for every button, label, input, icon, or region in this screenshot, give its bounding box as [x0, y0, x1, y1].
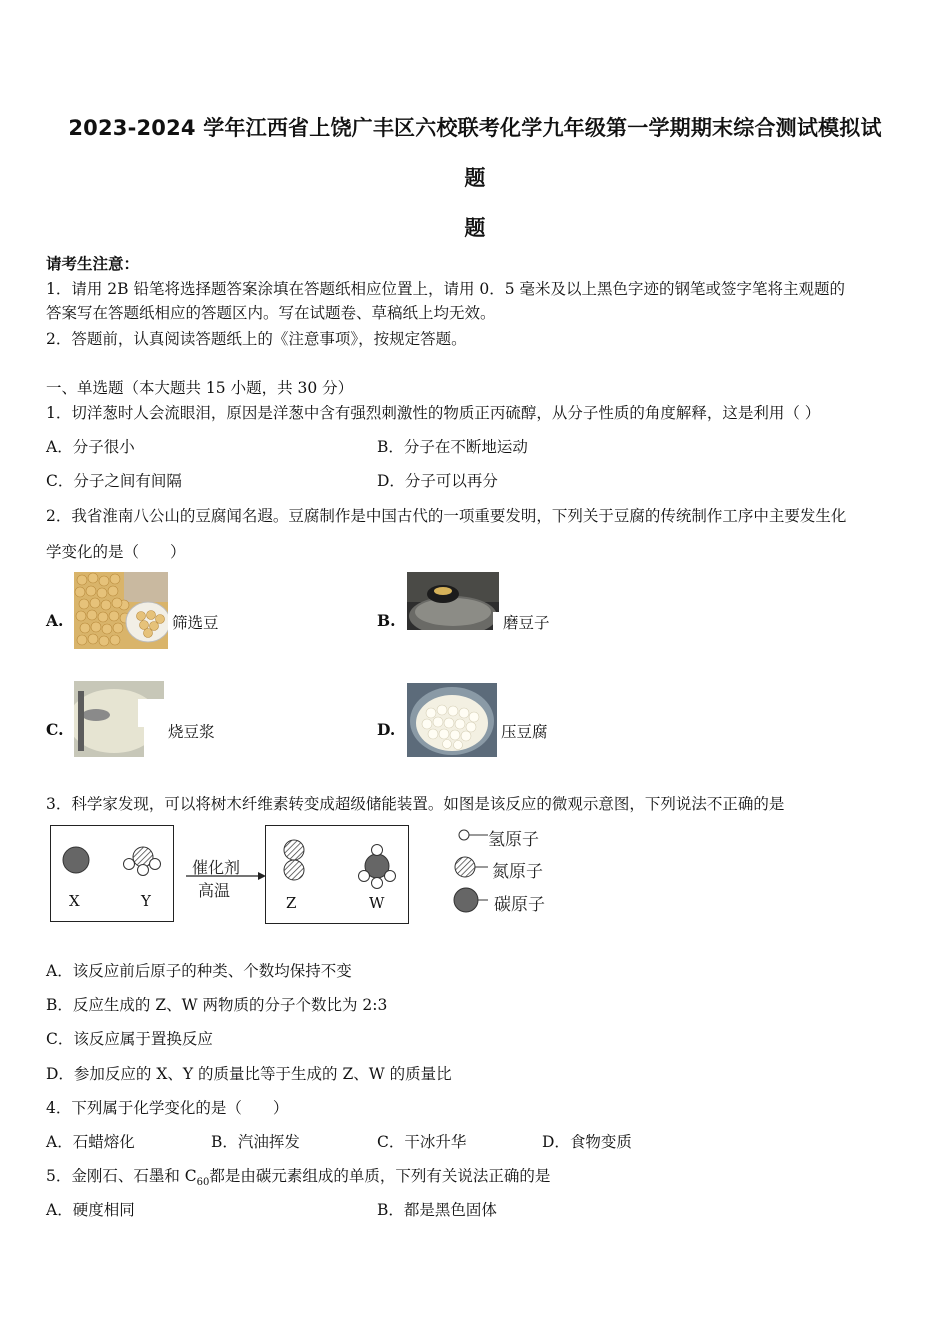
reactants-box: [50, 825, 174, 922]
notice-item1-line1: 1．请用 2B 铅笔将选择题答案涂填在答题纸相应位置上，请用 0．5 毫米及以上黑色字迹的钢笔或签字笔将主观题的: [46, 280, 846, 298]
molecule-y-label: Y: [141, 892, 151, 910]
molecule-x-label: X: [69, 892, 80, 910]
soybeans-image: [74, 572, 168, 649]
notice-heading: 请考生注意：: [46, 254, 140, 273]
q5-stem-pre: 5．金刚石、石墨和 C: [46, 1167, 197, 1185]
atom-legend-icons: [452, 822, 492, 916]
q2-option-c-label[interactable]: C.: [46, 720, 64, 739]
tofu-image: [407, 683, 497, 757]
q2-stem-line1: 2．我省淮南八公山的豆腐闻名遐。豆腐制作是中国古代的一项重要发明，下列关于豆腐的传统制作工序中主要发生化: [46, 507, 847, 525]
legend-carbon: 碳原子: [494, 895, 545, 915]
q1-option-d[interactable]: D．分子可以再分: [377, 472, 498, 490]
soymilk-image: [74, 681, 164, 757]
exam-title-line1: 2023-2024 学年江西省上饶广丰区六校联考化学九年级第一学期期末综合测试模拟试: [68, 116, 882, 140]
q2-option-c-text: 烧豆浆: [168, 723, 215, 741]
q2-stem-line2: 学变化的是（ ）: [46, 543, 186, 561]
q2-option-b-text: 磨豆子: [503, 614, 550, 632]
q5-option-a[interactable]: A．硬度相同: [46, 1201, 135, 1219]
q1-option-a[interactable]: A．分子很小: [46, 438, 135, 456]
q3-option-d[interactable]: D．参加反应的 X、Y 的质量比等于生成的 Z、W 的质量比: [46, 1065, 452, 1083]
q4-option-c[interactable]: C．干冰升华: [377, 1133, 467, 1151]
grinding-image: [407, 572, 499, 644]
q2-option-a-label[interactable]: A.: [46, 611, 64, 630]
q3-option-b[interactable]: B．反应生成的 Z、W 两物质的分子个数比为 2:3: [46, 996, 388, 1014]
q5-stem-post: 都是由碳元素组成的单质，下列有关说法正确的是: [209, 1167, 551, 1185]
q4-option-b[interactable]: B．汽油挥发: [211, 1133, 300, 1151]
q5-option-b[interactable]: B．都是黑色固体: [377, 1201, 497, 1219]
notice-item1-line2: 答案写在答题纸相应的答题区内。写在试题卷、草稿纸上均无效。: [46, 304, 496, 322]
exam-title-line2: 题: [464, 166, 486, 190]
products-box: [265, 825, 409, 924]
molecule-w-label: W: [369, 894, 385, 912]
legend-nitrogen: 氮原子: [492, 862, 543, 882]
q2-option-d-label[interactable]: D.: [377, 720, 396, 739]
q2-option-d-text: 压豆腐: [501, 723, 548, 741]
q3-option-a[interactable]: A．该反应前后原子的种类、个数均保持不变: [46, 962, 352, 980]
q2-option-b-label[interactable]: B.: [377, 611, 396, 630]
q4-option-d[interactable]: D．食物变质: [542, 1133, 632, 1151]
molecule-z-label: Z: [286, 894, 297, 912]
q2-option-a-text: 筛选豆: [172, 614, 219, 632]
q5-stem-sub: 60: [196, 1177, 210, 1189]
q4-stem: 4．下列属于化学变化的是（ ）: [46, 1099, 289, 1117]
q5-stem: [46, 1164, 550, 1188]
exam-title-line3: 题: [464, 216, 486, 240]
q1-option-c[interactable]: C．分子之间有间隔: [46, 472, 182, 490]
high-temp-label: 高温: [198, 881, 231, 900]
q1-option-b[interactable]: B．分子在不断地运动: [377, 438, 528, 456]
reaction-arrow: [186, 870, 266, 882]
q1-stem: 1．切洋葱时人会流眼泪，原因是洋葱中含有强烈刺激性的物质正丙硫醇，从分子性质的角度解释，这是利用（ ）: [46, 404, 821, 422]
notice-item2: 2．答题前，认真阅读答题纸上的《注意事项》，按规定答题。: [46, 330, 467, 348]
legend-hydrogen: 氢原子: [488, 830, 539, 850]
catalyst-label: 催化剂: [192, 858, 241, 877]
section-heading: 一、单选题（本大题共 15 小题，共 30 分）: [46, 379, 354, 397]
q3-option-c[interactable]: C．该反应属于置换反应: [46, 1030, 213, 1048]
q4-option-a[interactable]: A．石蜡熔化: [46, 1133, 135, 1151]
q3-stem: 3．科学家发现，可以将树木纤维素转变成超级储能装置。如图是该反应的微观示意图，下列说法不正确的是: [46, 795, 785, 813]
